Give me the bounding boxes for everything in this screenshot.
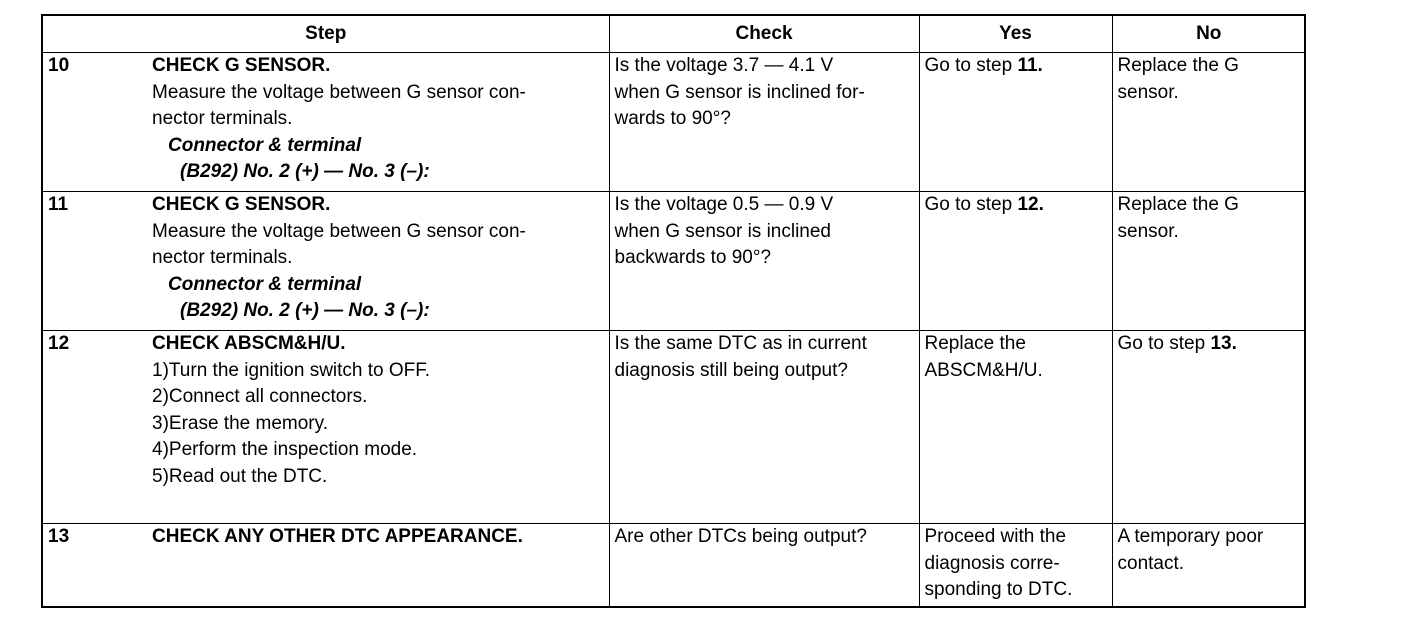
header-yes: Yes [919,16,1112,53]
step-number: 13 [48,526,70,547]
check-cell [609,53,919,192]
check-line: Are other DTCs being output? [614,526,867,547]
yes-line: ABSCM&H/U. [924,359,1043,381]
yes-prefix: Go to step [924,194,1018,215]
check-line: Is the same DTC as in current [614,333,867,354]
yes-line: Proceed with the [924,526,1067,547]
step-line: 2)Connect all connectors. [152,386,368,407]
diagnosis-table [43,16,1305,606]
no-cell [1112,331,1305,524]
check-line: diagnosis still being output? [614,359,848,381]
yes-text [920,53,1112,80]
table-row [43,331,1305,524]
step-body [152,331,597,490]
no-line: A temporary poor [1117,526,1264,547]
step-title: CHECK ANY OTHER DTC APPEARANCE. [152,526,523,547]
yes-line: sponding to DTC. [924,579,1073,600]
step-line: 1)Turn the ignition switch to OFF. [152,359,431,381]
step-number: 10 [48,55,70,76]
no-step-ref: 13. [1210,333,1237,354]
step-cell [43,53,609,192]
step-cell [43,192,609,331]
check-line: when G sensor is inclined [614,220,831,242]
yes-prefix: Go to step [924,55,1018,76]
yes-text [920,192,1112,219]
check-line: Is the voltage 3.7 — 4.1 V [614,55,834,76]
yes-step-ref: 11. [1017,55,1043,76]
no-line: Replace the G [1117,55,1239,76]
no-line: contact. [1117,552,1185,574]
step-number: 12 [48,333,70,354]
step-line: 5)Read out the DTC. [152,465,328,487]
yes-cell [919,524,1112,607]
step-cell [43,524,609,607]
header-check: Check [609,16,919,53]
step-line: 4)Perform the inspection mode. [152,439,418,460]
no-cell [1112,192,1305,331]
no-line: sensor. [1117,220,1179,242]
check-cell [609,524,919,607]
header-step: Step [43,16,609,53]
step-body [152,53,597,186]
check-line: Is the voltage 0.5 — 0.9 V [614,194,834,215]
check-line: wards to 90°? [614,108,731,129]
no-cell [1112,53,1305,192]
step-body [152,524,597,551]
header-no: No [1112,16,1305,53]
check-line: backwards to 90°? [614,247,772,268]
yes-cell [919,53,1112,192]
step-line: nector terminals. [152,108,293,129]
check-line: when G sensor is inclined for- [614,81,865,103]
connector-label: Connector & terminal [168,273,362,295]
step-line: nector terminals. [152,247,293,268]
connector-value: (B292) No. 2 (+) — No. 3 (–): [180,161,430,182]
step-cell [43,331,609,524]
step-line: Measure the voltage between G sensor con- [152,81,526,103]
table-row [43,192,1305,331]
yes-cell [919,192,1112,331]
no-text [1113,331,1306,358]
connector-value: (B292) No. 2 (+) — No. 3 (–): [180,300,430,321]
connector-label: Connector & terminal [168,134,362,156]
no-line: Replace the G [1117,194,1239,215]
step-number: 11 [48,194,69,215]
yes-line: Replace the [924,333,1026,354]
no-cell [1112,524,1305,607]
check-cell [609,331,919,524]
step-body [152,192,597,325]
table-row [43,53,1305,192]
header-row [43,16,1305,53]
step-title: CHECK G SENSOR. [152,194,331,215]
table-row [43,524,1305,607]
step-title: CHECK ABSCM&H/U. [152,333,346,354]
diagnosis-table-frame [41,14,1306,608]
yes-line: diagnosis corre- [924,552,1060,574]
no-prefix: Go to step [1117,333,1211,354]
no-line: sensor. [1117,81,1179,103]
check-cell [609,192,919,331]
yes-cell [919,331,1112,524]
step-line: Measure the voltage between G sensor con- [152,220,526,242]
step-line: 3)Erase the memory. [152,412,328,434]
step-title: CHECK G SENSOR. [152,55,331,76]
yes-step-ref: 12. [1017,194,1044,215]
